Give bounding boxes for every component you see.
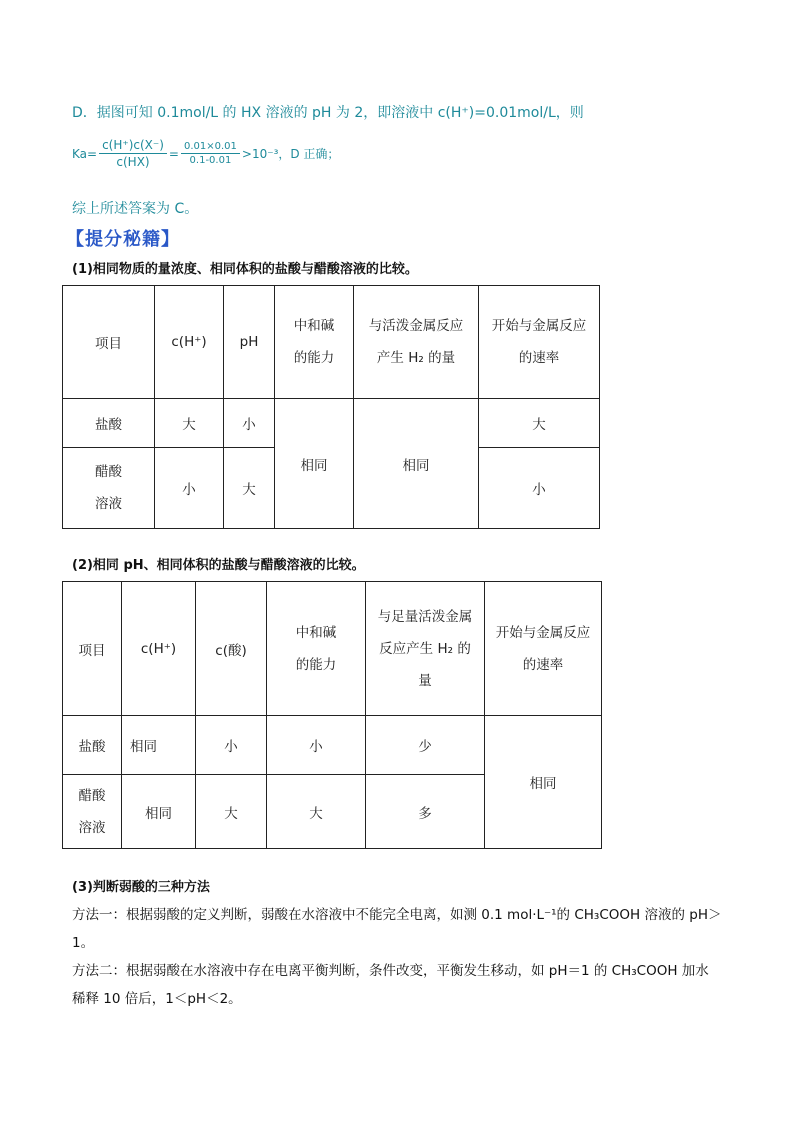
table1-header-ch: c(H⁺) — [155, 286, 224, 399]
formula-equals: = — [168, 146, 179, 161]
table1-header-h2 — [354, 286, 479, 399]
table1-header-row — [63, 286, 600, 399]
table2-hcl-neutralize: 小 — [267, 716, 366, 775]
table2-acetic-name — [63, 775, 122, 849]
table1-h2-merged: 相同 — [354, 399, 479, 529]
conclusion-text: 综上所述答案为 C。 — [72, 201, 199, 217]
table1-acetic-ph: 大 — [224, 448, 275, 529]
table2-header-neutralize-l2: 的能力 — [295, 656, 337, 673]
formula-fraction-1 — [99, 138, 167, 169]
table2-acetic-neutralize: 大 — [267, 775, 366, 849]
formula-lhs: Ka= — [72, 146, 98, 161]
table2-acetic-h2: 多 — [366, 775, 485, 849]
table2-rate-merged: 相同 — [485, 716, 602, 849]
table1-acetic-rate: 小 — [479, 448, 600, 529]
table1-header-ph: pH — [224, 286, 275, 399]
table1-row-hcl — [63, 399, 600, 448]
table2-hcl-cacid: 小 — [196, 716, 267, 775]
section2-title: (2)相同 pH、相同体积的盐酸与醋酸溶液的比较。 — [72, 558, 365, 573]
table1-header-neutralize-l1: 中和碱 — [293, 318, 335, 334]
table2-acetic-name-l2: 溶液 — [78, 819, 106, 836]
table1-neutralize-merged: 相同 — [275, 399, 354, 529]
table1-acetic-name-l2: 溶液 — [95, 496, 122, 512]
table2-row-hcl — [63, 716, 602, 775]
table1-hcl-ch: 大 — [155, 399, 224, 448]
fraction-2-numerator: 0.01×0.01 — [181, 141, 240, 154]
table2-header-rate-l2: 的速率 — [522, 656, 564, 673]
table2-header-ch: c(H⁺) — [122, 582, 196, 716]
table2-header-item: 项目 — [63, 582, 122, 716]
table2-header-rate-l1: 开始与金属反应 — [495, 624, 591, 641]
table1-header-rate-l1: 开始与金属反应 — [491, 318, 587, 334]
method-2 — [72, 957, 709, 1013]
fraction-1-denominator: c(HX) — [116, 155, 150, 169]
table1-hcl-ph: 小 — [224, 399, 275, 448]
section3-title: (3)判断弱酸的三种方法 — [72, 880, 210, 895]
formula-tail: >10⁻³，D 正确； — [241, 147, 340, 161]
table2-acetic-name-l1: 醋酸 — [78, 787, 106, 804]
table2-header-row — [63, 582, 602, 716]
table1-header-item: 项目 — [63, 286, 155, 399]
table2-acetic-ch: 相同 — [122, 775, 196, 849]
table1-acetic-ch: 小 — [155, 448, 224, 529]
table1-header-h2-l1: 与活泼金属反应 — [368, 318, 464, 334]
table1-header-h2-l2: 产生 H₂ 的量 — [376, 350, 456, 366]
table2-hcl-ch: 相同 — [122, 716, 196, 775]
table2-header-neutralize — [267, 582, 366, 716]
table2-acetic-cacid: 大 — [196, 775, 267, 849]
table1-acetic-name-l1: 醋酸 — [95, 464, 122, 480]
table1-header-neutralize-l2: 的能力 — [293, 350, 335, 366]
table2-header-cacid: c(酸) — [196, 582, 267, 716]
method-1-line1: 方法一：根据弱酸的定义判断，弱酸在水溶液中不能完全电离，如测 0.1 mol·L⁻¹的 CH₃COOH 溶液的 pH＞ — [72, 907, 722, 923]
table2-header-rate — [485, 582, 602, 716]
method-2-line2: 稀释 10 倍后，1＜pH＜2。 — [72, 991, 242, 1007]
fraction-1-numerator: c(H⁺)c(X⁻) — [99, 138, 167, 154]
table2-header-neutralize-l1: 中和碱 — [295, 624, 337, 641]
ka-formula — [72, 138, 339, 169]
formula-fraction-2 — [181, 141, 240, 166]
table2-header-h2 — [366, 582, 485, 716]
table1-header-rate — [479, 286, 600, 399]
table1-header-rate-l2: 的速率 — [518, 350, 560, 366]
table1-acetic-name — [63, 448, 155, 529]
table1-hcl-rate: 大 — [479, 399, 600, 448]
method-1-line2: 1。 — [72, 935, 95, 951]
tips-heading: 【提分秘籍】 — [66, 229, 180, 250]
method-2-line1: 方法二：根据弱酸在水溶液中存在电离平衡判断，条件改变，平衡发生移动，如 pH＝1 的 CH₃COOH 加水 — [72, 963, 709, 979]
option-d-text: D．据图可知 0.1mol/L 的 HX 溶液的 pH 为 2，即溶液中 c(H⁺)=0.01mol/L，则 — [72, 105, 584, 121]
table1-header-neutralize — [275, 286, 354, 399]
section1-title: (1)相同物质的量浓度、相同体积的盐酸与醋酸溶液的比较。 — [72, 262, 418, 277]
comparison-table-2 — [62, 581, 602, 849]
table2-header-h2-l2: 反应产生 H₂ 的 — [379, 640, 471, 657]
table2-header-h2-l1: 与足量活泼金属 — [377, 608, 473, 625]
fraction-2-denominator: 0.1-0.01 — [189, 155, 232, 166]
method-1 — [72, 901, 721, 957]
comparison-table-1 — [62, 285, 600, 529]
table2-header-h2-l3: 量 — [418, 672, 432, 689]
table2-hcl-h2: 少 — [366, 716, 485, 775]
table2-hcl-name: 盐酸 — [63, 716, 122, 775]
table1-hcl-name: 盐酸 — [63, 399, 155, 448]
